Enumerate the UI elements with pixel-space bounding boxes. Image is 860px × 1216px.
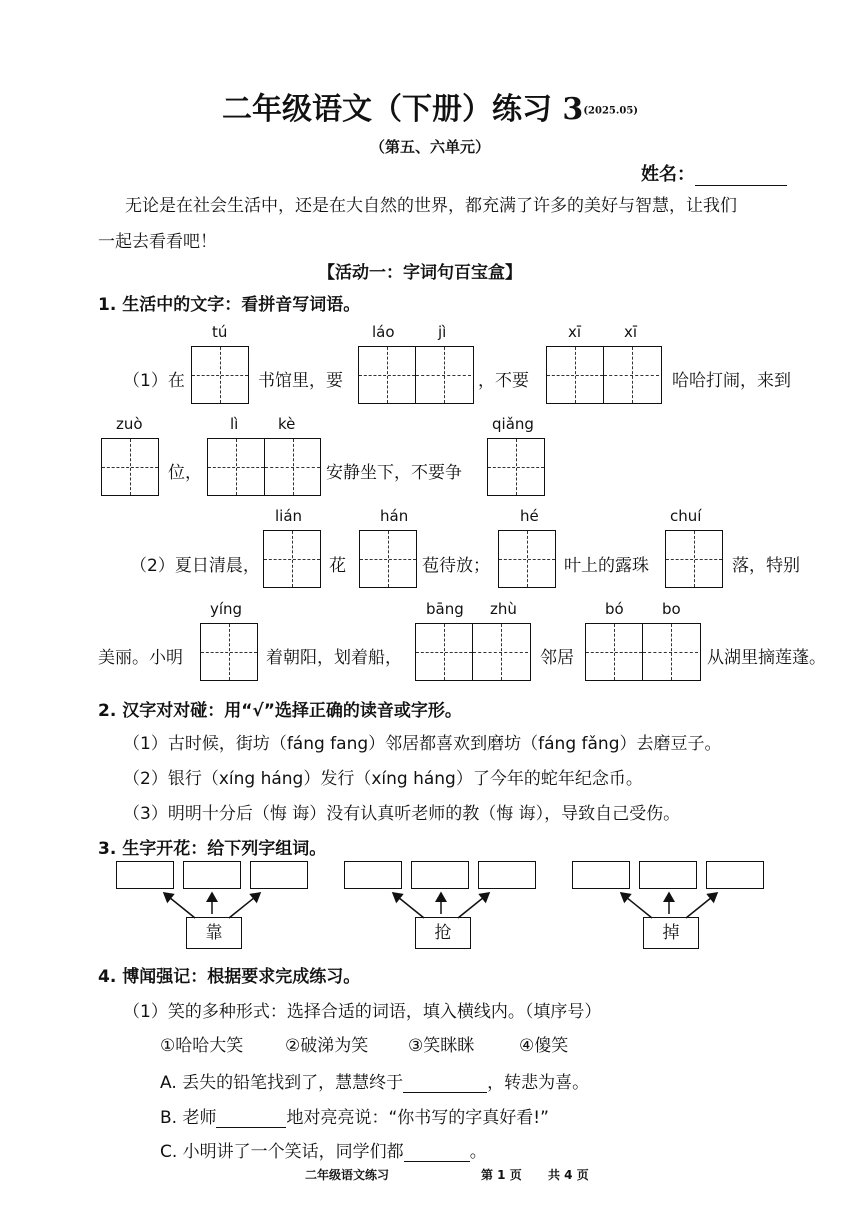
q4-heading: 4. 博闻强记：根据要求完成练习。 (98, 967, 361, 987)
pinyin-bo-2: bo (662, 600, 681, 618)
pinyin-lian: lián (275, 507, 303, 525)
q1-2-text1: 花 (329, 556, 346, 576)
q4-b-post: 地对亮亮说：“你书写的字真好看!” (286, 1108, 549, 1128)
pinyin-xi-2: xī (624, 323, 638, 341)
q4-a-pre: A. 丢失的铅笔找到了，慧慧终于 (160, 1073, 404, 1093)
q4-part1: （1）笑的多种形式：选择合适的词语，填入横线内。（填序号） (123, 1002, 602, 1022)
q1-2-text5: 美丽。小明 (98, 648, 183, 668)
q1-1-text2: ，不要 (478, 371, 529, 391)
option-1: ①哈哈大笑 (160, 1036, 244, 1056)
q1-1-text3: 哈哈打闹，来到 (672, 371, 791, 391)
q2-item-3: （3）明明十分后（悔 诲）没有认真听老师的教（悔 诲），导致自己受伤。 (123, 804, 681, 824)
q1-heading: 1. 生活中的文字：看拼音写词语。 (98, 295, 361, 315)
footer-title: 二年级语文练习 (305, 1168, 390, 1182)
q2-item-1: （1）古时候，街坊（fáng fang）邻居都喜欢到磨坊（fáng fǎng）去磨豆子。 (123, 734, 722, 754)
pinyin-zhu: zhù (490, 600, 517, 618)
q1-2-text2: 苞待放； (422, 556, 490, 576)
char-kao: 靠 (186, 917, 242, 949)
answer-blank-b[interactable] (216, 1109, 286, 1128)
pinyin-lao: láo (372, 323, 395, 341)
answer-blank-a[interactable] (403, 1074, 487, 1093)
q1-2-text6: 着朝阳，划着船， (266, 648, 402, 668)
pinyin-chui: chuí (670, 507, 702, 525)
footer-total: 共 4 页 (548, 1168, 589, 1182)
pinyin-tu: tú (212, 323, 228, 341)
q1-1-text5: 安静坐下，不要争 (326, 463, 462, 483)
name-label: 姓名： (641, 164, 695, 185)
pinyin-ji: jì (438, 323, 447, 341)
intro-line2: 一起去看看吧！ (98, 232, 217, 252)
q1-2-label: （2）夏日清晨， (130, 556, 260, 576)
pinyin-li: lì (230, 415, 239, 433)
q1-1-label: （1）在 (123, 371, 185, 391)
pinyin-han: hán (380, 507, 409, 525)
q2-item-2: （2）银行（xíng háng）发行（xíng háng）了今年的蛇年纪念币。 (123, 769, 643, 789)
q4-c-pre: C. 小明讲了一个笑话，同学们都 (160, 1142, 404, 1162)
q2-heading: 2. 汉字对对碰：用“√”选择正确的读音或字形。 (98, 701, 462, 721)
activity1-heading: 【活动一：字词句百宝盒】 (318, 263, 522, 283)
option-2: ②破涕为笑 (285, 1036, 369, 1056)
pinyin-qiang: qiǎng (492, 415, 534, 433)
arrow-diao-left (621, 893, 652, 918)
q1-1-text1: 书馆里，要 (258, 371, 343, 391)
q1-2-text4: 落，特别 (732, 556, 800, 576)
arrow-qiang-right (458, 893, 489, 918)
q4-item-c (160, 1137, 487, 1162)
arrow-kao-right (229, 893, 260, 918)
option-3: ③笑眯眯 (408, 1036, 475, 1056)
q1-1-text4: 位， (168, 463, 202, 483)
char-qiang: 抢 (415, 917, 471, 949)
page-subtitle: （第五、六单元） (369, 138, 490, 156)
footer-page: 第 1 页 (481, 1168, 522, 1182)
title-date: (2025.05) (583, 105, 639, 117)
q4-item-a (160, 1068, 589, 1093)
q3-heading: 3. 生字开花：给下列字组词。 (98, 839, 327, 859)
pinyin-he: hé (520, 507, 539, 525)
title-text: 二年级语文（下册）练习 3 (221, 92, 584, 127)
pinyin-zuo: zuò (116, 415, 143, 433)
q4-b-pre: B. 老师 (160, 1108, 217, 1128)
arrow-diao-right (686, 893, 717, 918)
option-4: ④傻笑 (519, 1036, 569, 1056)
pinyin-bo-1: bó (605, 600, 624, 618)
q4-a-post: ，转悲为喜。 (487, 1073, 590, 1093)
pinyin-xi-1: xī (568, 323, 582, 341)
intro-line1: 无论是在社会生活中，还是在大自然的世界，都充满了许多的美好与智慧，让我们 (125, 196, 737, 216)
q1-2-text3: 叶上的露珠 (564, 556, 649, 576)
arrow-kao-left (164, 893, 195, 918)
pinyin-ying: yíng (210, 600, 243, 618)
pinyin-ke: kè (278, 415, 296, 433)
q1-2-text8: 从湖里摘莲蓬。 (707, 648, 826, 668)
q4-item-b (160, 1103, 549, 1128)
answer-blank-c[interactable] (404, 1143, 470, 1162)
char-diao: 掉 (643, 917, 699, 949)
q1-2-text7: 邻居 (540, 648, 574, 668)
arrow-qiang-left (393, 893, 424, 918)
q4-c-post: 。 (469, 1142, 487, 1162)
pinyin-bang: bāng (426, 600, 464, 618)
